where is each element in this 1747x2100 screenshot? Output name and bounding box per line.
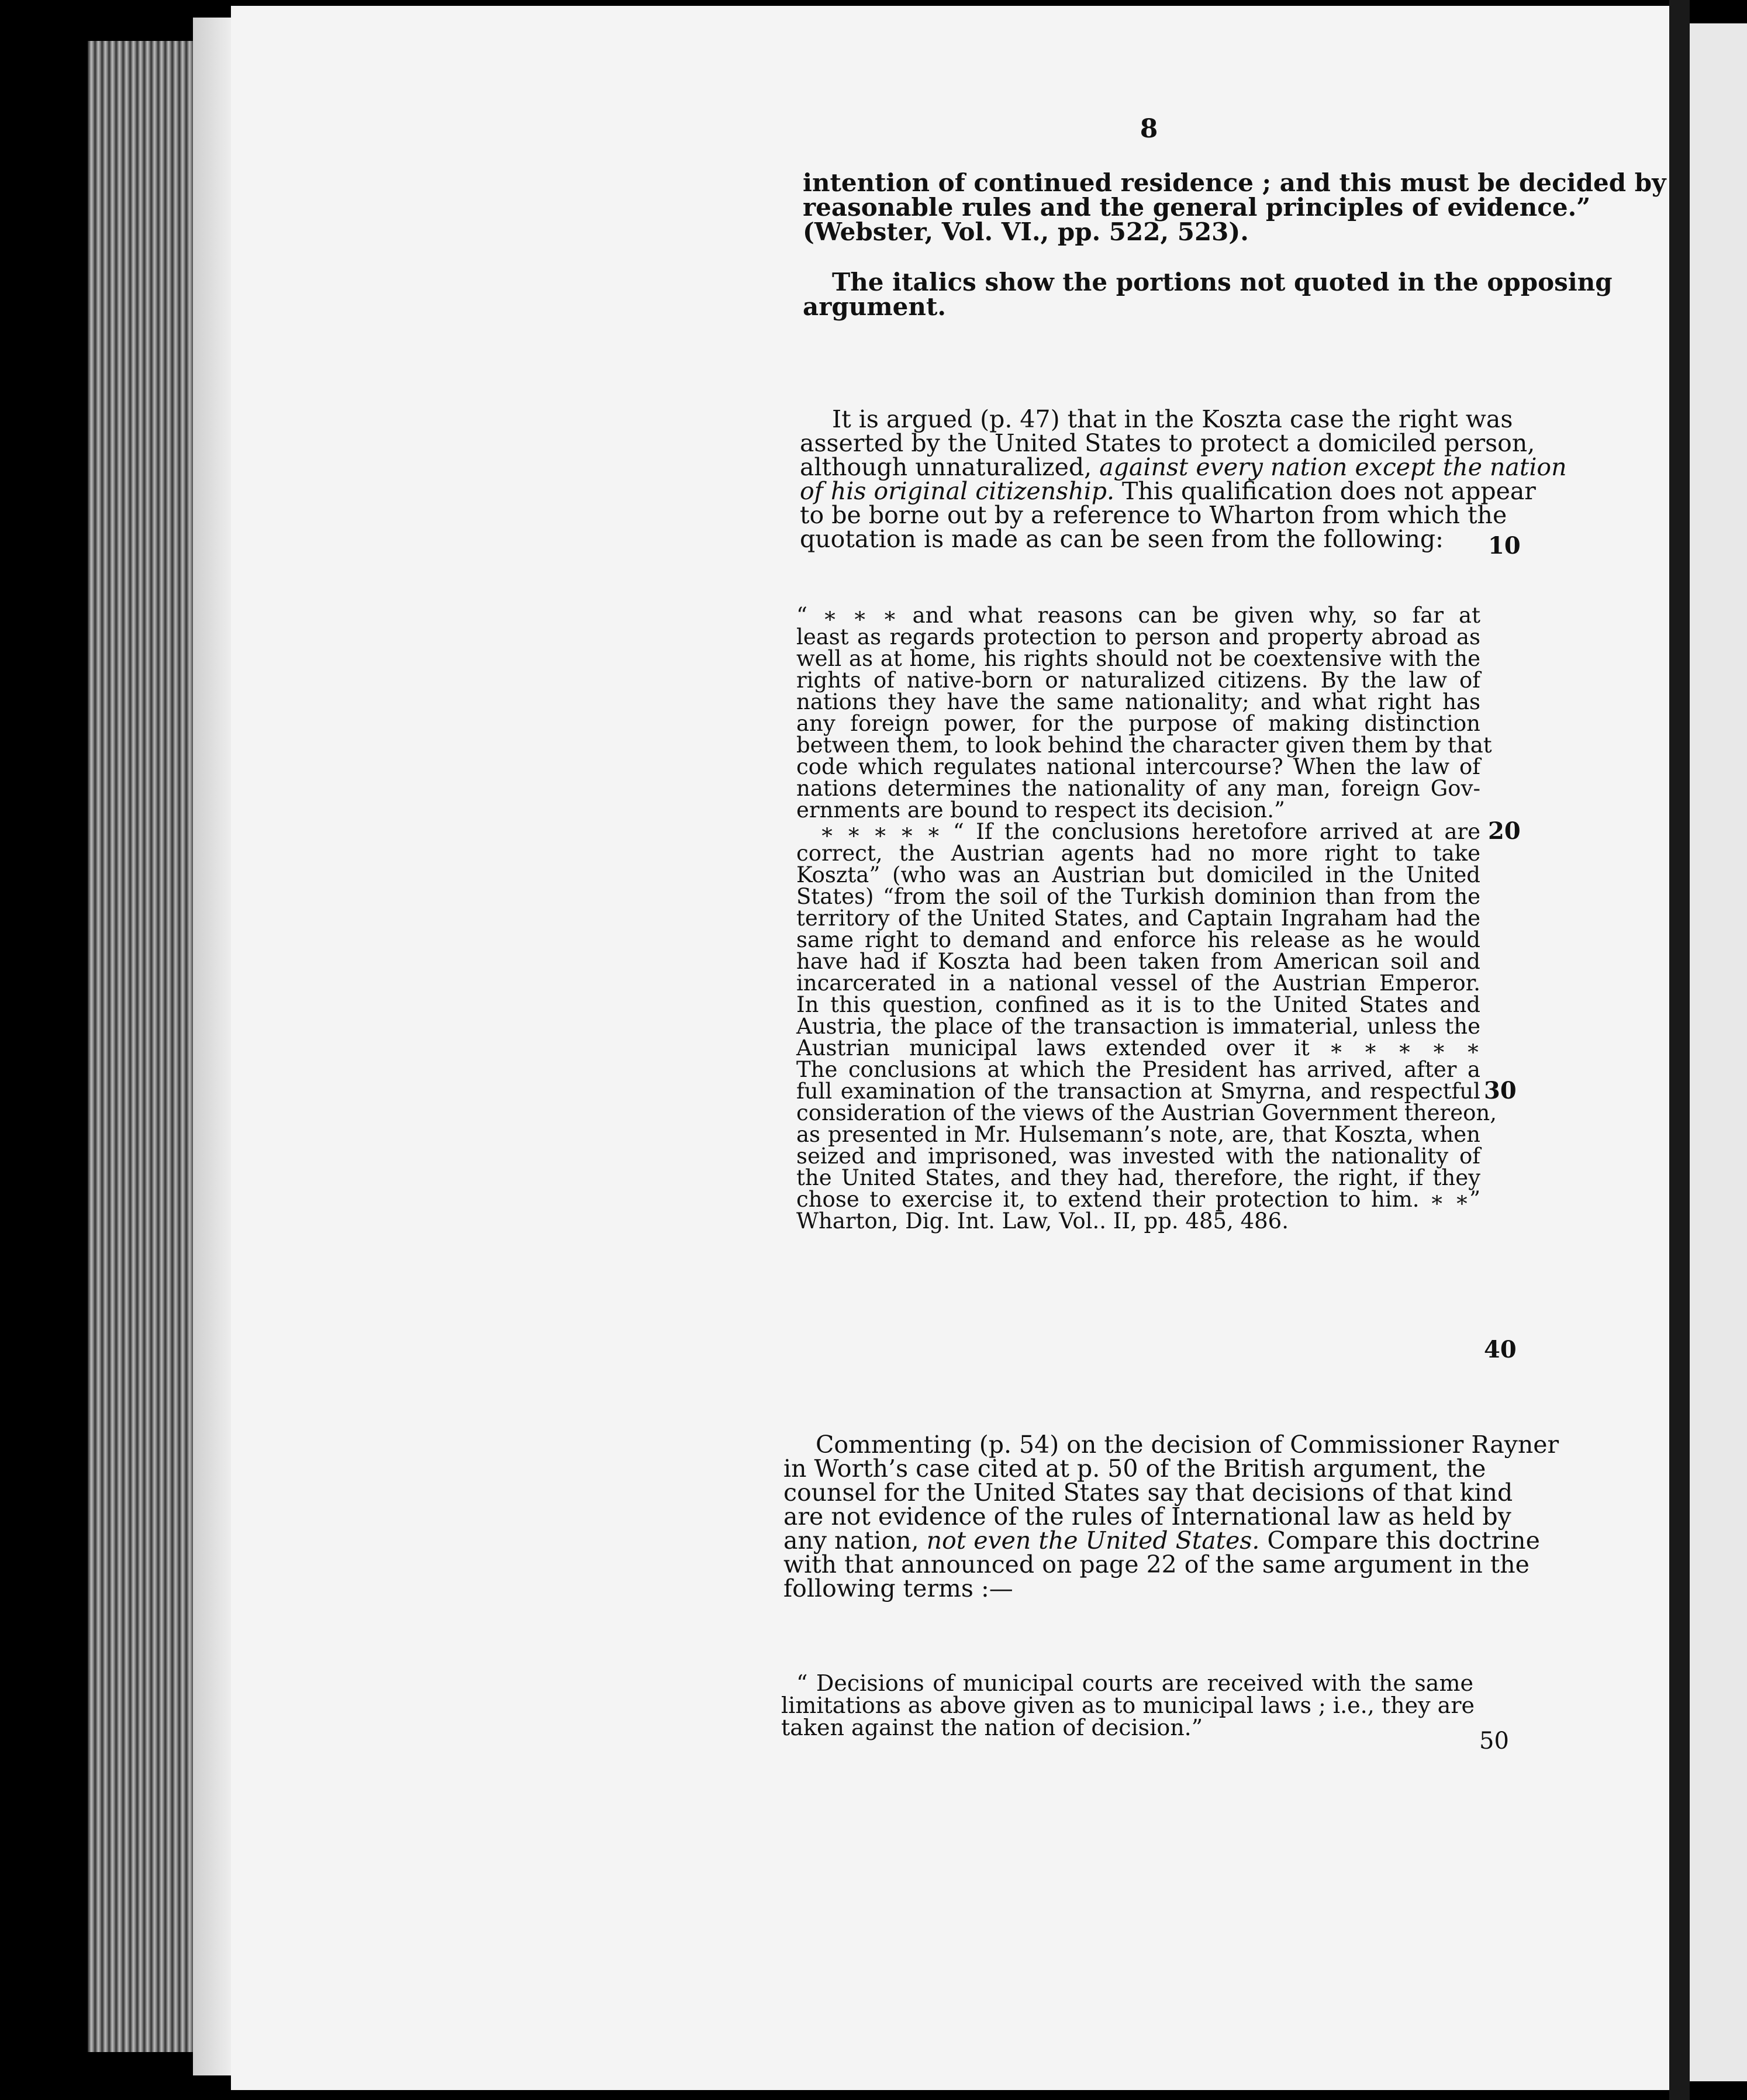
text-line: Commenting (p. 54) on the decision of Commissioner Rayner [816,1431,1559,1459]
paragraph-italics-note [803,268,1613,321]
text-line: nations determines the nationality of any man, foreign Gov- [796,776,1480,801]
text-line: well as at home, his rights should not be coextensive with the [796,646,1480,671]
wharton-extract [796,602,1497,1234]
text-line: as presented in Mr. Hulsemann’s note, are, that Koszta, when [796,1122,1480,1147]
text-line: in Worth’s case cited at p. 50 of the British argument, the [783,1455,1486,1483]
text-line [800,475,1536,505]
text-line: “ ∗ ∗ ∗ and what reasons can be given why, so far at [796,603,1480,628]
text-line: nations they have the same nationality; and what right has [796,689,1480,714]
text-line: to be borne out by a reference to Wharton from which the [800,501,1507,529]
text-line: least as regards protection to person and property abroad as [796,624,1480,650]
text-run: Compare this doctrine [1259,1526,1540,1555]
text-line: have had if Koszta had been taken from American soil and [796,949,1480,974]
italic-text-run: of his original citizenship. [800,477,1115,505]
italic-text-run: against every nation except the nation [1099,453,1567,481]
page-number: 8 [1140,114,1158,144]
text-run: This qualification does not appear [1114,477,1536,505]
text-line: same right to demand and enforce his release as he would [796,927,1480,952]
text-line: argument. [803,292,946,321]
text-line: It is argued (p. 47) that in the Koszta case the right was [832,405,1513,433]
text-line: are not evidence of the rules of International law as held by [783,1503,1511,1531]
facing-page-gutter [1669,0,1690,2100]
text-line: with that announced on page 22 of the same argument in the [783,1550,1530,1579]
text-line: chose to exercise it, to extend their protection to him. ∗ ∗” [796,1187,1480,1212]
text-run: any nation, [783,1526,927,1555]
text-line: The conclusions at which the President has arrived, after a [796,1057,1480,1082]
text-line: rights of native-born or naturalized citizens. By the law of [796,668,1480,693]
text-line: asserted by the United States to protect a domiciled person, [800,429,1535,457]
text-line: (Webster, Vol. VI., pp. 522, 523). [803,217,1249,246]
text-line: counsel for the United States say that decisions of that kind [783,1479,1513,1507]
line-number-40: 40 [1484,1336,1517,1363]
book-page-edge-highlight [193,18,234,2075]
text-line: ∗ ∗ ∗ ∗ ∗ “ If the conclusions heretofore arrived at are [820,819,1480,844]
text-line: taken against the nation of decision.” [781,1715,1203,1740]
text-line: incarcerated in a national vessel of the Austrian Emperor. [796,970,1480,996]
italic-text-run: not even the United States. [926,1526,1260,1555]
text-line: “ Decisions of municipal courts are received with the same [796,1670,1473,1696]
text-line [800,451,1567,481]
text-run: although unnaturalized, [800,453,1100,481]
text-line: full examination of the transaction at Smyrna, and respectful [796,1079,1480,1104]
text-line: seized and imprisoned, was invested with the nationality of [796,1144,1480,1169]
text-line: Austria, the place of the transaction is immaterial, unless the [796,1014,1480,1039]
text-line: States) “from the soil of the Turkish dominion than from the [796,884,1480,909]
text-line: following terms :— [783,1574,1013,1602]
line-number-50: 50 [1479,1728,1509,1754]
line-number-10: 10 [1488,532,1521,559]
text-line: In this question, confined as it is to the United States and [796,992,1480,1017]
text-line: code which regulates national intercourse? When the law of [796,754,1480,779]
text-line: Koszta” (who was an Austrian but domiciled in the United [796,862,1480,887]
municipal-courts-quote [781,1670,1475,1740]
text-line: consideration of the views of the Austrian Government thereon, [796,1100,1497,1125]
text-line: intention of continued residence ; and this must be decided by [803,168,1666,197]
text-line: reasonable rules and the general principles of evidence.” [803,193,1591,222]
text-line: between them, to look behind the character given them by that [796,733,1492,758]
text-line [783,1525,1540,1555]
line-number-20: 20 [1488,817,1521,845]
paragraph-commenting [783,1429,1559,1602]
text-line: Austrian municipal laws extended over it ∗ ∗ ∗ ∗ ∗ [796,1035,1480,1061]
citation-line: Wharton, Dig. Int. Law, Vol.. II, pp. 485, 486. [796,1208,1289,1234]
text-line: limitations as above given as to municipal laws ; i.e., they are [781,1693,1475,1718]
text-line: territory of the United States, and Captain Ingraham had the [796,906,1480,931]
text-line: quotation is made as can be seen from the following: [800,525,1444,553]
text-line: any foreign power, for the purpose of making distinction [796,711,1480,736]
text-line: ernments are bound to respect its decision.” [796,797,1285,823]
text-line: the United States, and they had, therefore, the right, if they [796,1165,1480,1190]
paragraph-webster-quote [803,168,1666,246]
text-line: The italics show the portions not quoted in the opposing [832,268,1613,296]
line-number-30: 30 [1484,1077,1517,1104]
text-line: correct, the Austrian agents had no more right to take [796,841,1480,866]
facing-page-edge [1690,23,1747,2081]
